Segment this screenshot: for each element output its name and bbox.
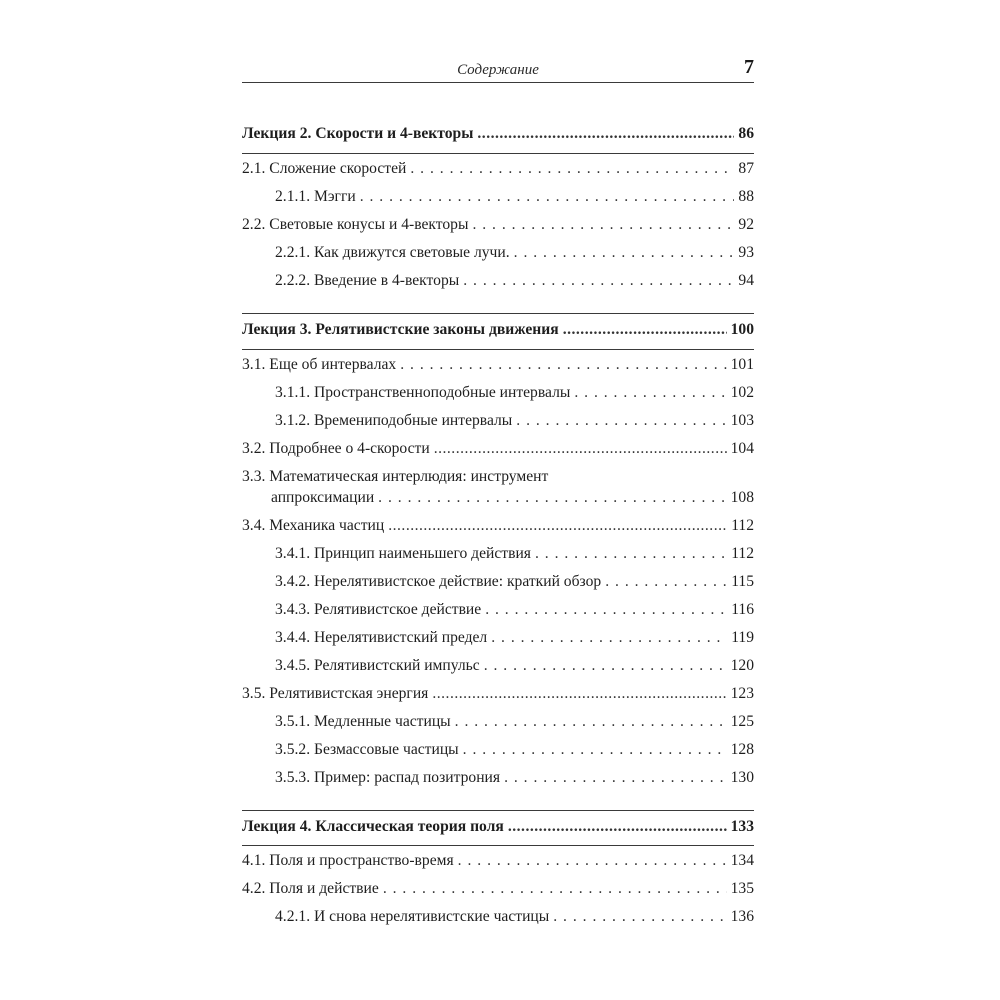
toc-page-number: 87: [738, 160, 754, 177]
toc-label: 3.1.2. Времениподобные интервалы: [275, 412, 513, 429]
toc-page: [242, 56, 754, 83]
toc-page-number: 115: [731, 573, 754, 590]
toc-label: 3.4.5. Релятивистский импульс: [275, 657, 480, 674]
section-rule: [242, 153, 754, 154]
toc-page-number: 135: [730, 880, 754, 897]
leader-dots: [605, 572, 727, 592]
toc-label: 3.5. Релятивистская энергия: [242, 685, 429, 702]
toc-entry[interactable]: [242, 544, 754, 564]
toc-lecture-2[interactable]: [242, 124, 754, 144]
toc-label: 3.4.3. Релятивистское действие: [275, 601, 482, 618]
leader-dots: [563, 320, 727, 340]
toc-entry[interactable]: [242, 159, 754, 179]
section-rule: [242, 349, 754, 350]
toc-label: 4.1. Поля и пространство-время: [242, 852, 454, 869]
leader-dots: [485, 600, 727, 620]
toc-page-number: 134: [730, 852, 754, 869]
leader-dots: [535, 544, 727, 564]
toc-label: Лекция 4. Классическая теория поля: [242, 818, 504, 835]
toc-page-number: 101: [730, 356, 754, 373]
running-title: Содержание: [457, 62, 539, 78]
toc-label: 2.2.1. Как движутся световые лучи.: [275, 244, 510, 261]
toc-entry[interactable]: [242, 879, 754, 899]
leader-dots: [484, 656, 727, 676]
leader-dots: [508, 817, 727, 837]
toc-page-number: 104: [730, 440, 754, 457]
toc-entry[interactable]: [242, 271, 754, 291]
toc-entry[interactable]: [242, 516, 754, 536]
toc-page-number: 88: [738, 188, 754, 205]
leader-dots: [574, 383, 726, 403]
toc-entry[interactable]: [242, 355, 754, 375]
toc-entry[interactable]: [242, 243, 754, 263]
toc-page-number: 93: [738, 244, 754, 261]
toc-page-number: 112: [731, 545, 754, 562]
toc-page-number: 119: [731, 629, 754, 646]
toc-page-number: 103: [730, 412, 754, 429]
toc-page-number: 112: [731, 517, 754, 534]
toc-label: 3.4.4. Нерелятивистский предел: [275, 629, 488, 646]
leader-dots: [516, 411, 726, 431]
toc-entry[interactable]: [242, 187, 754, 207]
toc-page-number: 128: [730, 741, 754, 758]
toc-entry[interactable]: [242, 684, 754, 704]
toc-entry[interactable]: [242, 411, 754, 431]
toc-entry[interactable]: [242, 656, 754, 676]
toc-label: 4.2.1. И снова нерелятивистские частицы: [275, 908, 550, 925]
toc-label: 3.5.3. Пример: распад позитрония: [275, 769, 501, 786]
toc-page-number: 130: [730, 769, 754, 786]
toc-label: 3.2. Подробнее о 4-скорости: [242, 440, 430, 457]
toc-entry[interactable]: [242, 383, 754, 403]
leader-dots: [514, 243, 735, 263]
leader-dots: [432, 684, 726, 704]
leader-dots: [383, 879, 727, 899]
toc-page-number: 108: [730, 489, 754, 506]
leader-dots: [410, 159, 734, 179]
toc-label: 3.4. Механика частиц: [242, 517, 385, 534]
leader-dots: [504, 768, 727, 788]
leader-dots: [400, 355, 726, 375]
toc-page-number: 123: [730, 685, 754, 702]
toc-label: 3.4.1. Принцип наименьшего действия: [275, 545, 531, 562]
toc-entry[interactable]: [242, 768, 754, 788]
toc-entry[interactable]: [242, 572, 754, 592]
toc-label: 4.2. Поля и действие: [242, 880, 379, 897]
leader-dots: [472, 215, 734, 235]
leader-dots: [463, 740, 727, 760]
section-rule: [242, 313, 754, 314]
toc-label: 3.5.1. Медленные частицы: [275, 713, 451, 730]
toc-label: 3.1. Еще об интервалах: [242, 356, 397, 373]
toc-lecture-3[interactable]: [242, 320, 754, 340]
toc-page-number: 86: [738, 125, 754, 142]
leader-dots: [458, 851, 727, 871]
toc-label: 2.2. Световые конусы и 4-векторы: [242, 216, 469, 233]
toc-page-number: 100: [730, 321, 754, 338]
toc-page-number: 94: [738, 272, 754, 289]
toc-entry[interactable]: [242, 740, 754, 760]
toc-label: 2.2.2. Введение в 4-векторы: [275, 272, 460, 289]
toc-label: 3.5.2. Безмассовые частицы: [275, 741, 459, 758]
leader-dots: [455, 712, 727, 732]
running-header: [242, 56, 754, 83]
toc-label: аппроксимации: [271, 489, 375, 506]
leader-dots: [477, 124, 734, 144]
toc-page-number: 116: [731, 601, 754, 618]
leader-dots: [360, 187, 735, 207]
toc-label: 3.4.2. Нерелятивистское действие: краткий обзор: [275, 573, 602, 590]
toc-page-number: 92: [738, 216, 754, 233]
toc-entry[interactable]: [242, 600, 754, 620]
toc-label: Лекция 2. Скорости и 4-векторы: [242, 125, 474, 142]
toc-entry[interactable]: [242, 712, 754, 732]
toc-entry[interactable]: [242, 215, 754, 235]
toc-label: 3.1.1. Пространственноподобные интервалы: [275, 384, 571, 401]
toc-label: 2.1.1. Мэгги: [275, 188, 356, 205]
toc-entry[interactable]: [242, 628, 754, 648]
leader-dots: [378, 488, 726, 508]
toc-page-number: 125: [730, 713, 754, 730]
leader-dots: [553, 907, 726, 927]
toc-label-line1: 3.3. Математическая интерлюдия: инструмент: [242, 468, 549, 485]
toc-entry[interactable]: [242, 907, 754, 927]
toc-lecture-4[interactable]: [242, 817, 754, 837]
toc-entry[interactable]: [242, 851, 754, 871]
section-rule: [242, 845, 754, 846]
page-number: 7: [744, 56, 754, 78]
toc-entry[interactable]: [242, 488, 754, 508]
leader-dots: [388, 516, 727, 536]
toc-page-number: 136: [730, 908, 754, 925]
section-rule: [242, 810, 754, 811]
toc-label: 2.1. Сложение скоростей: [242, 160, 407, 177]
toc-page-number: 102: [730, 384, 754, 401]
toc-label: Лекция 3. Релятивистские законы движения: [242, 321, 559, 338]
leader-dots: [491, 628, 727, 648]
toc-page-number: 120: [730, 657, 754, 674]
leader-dots: [434, 439, 727, 459]
toc-entry[interactable]: [242, 439, 754, 459]
leader-dots: [463, 271, 734, 291]
toc-page-number: 133: [730, 818, 754, 835]
